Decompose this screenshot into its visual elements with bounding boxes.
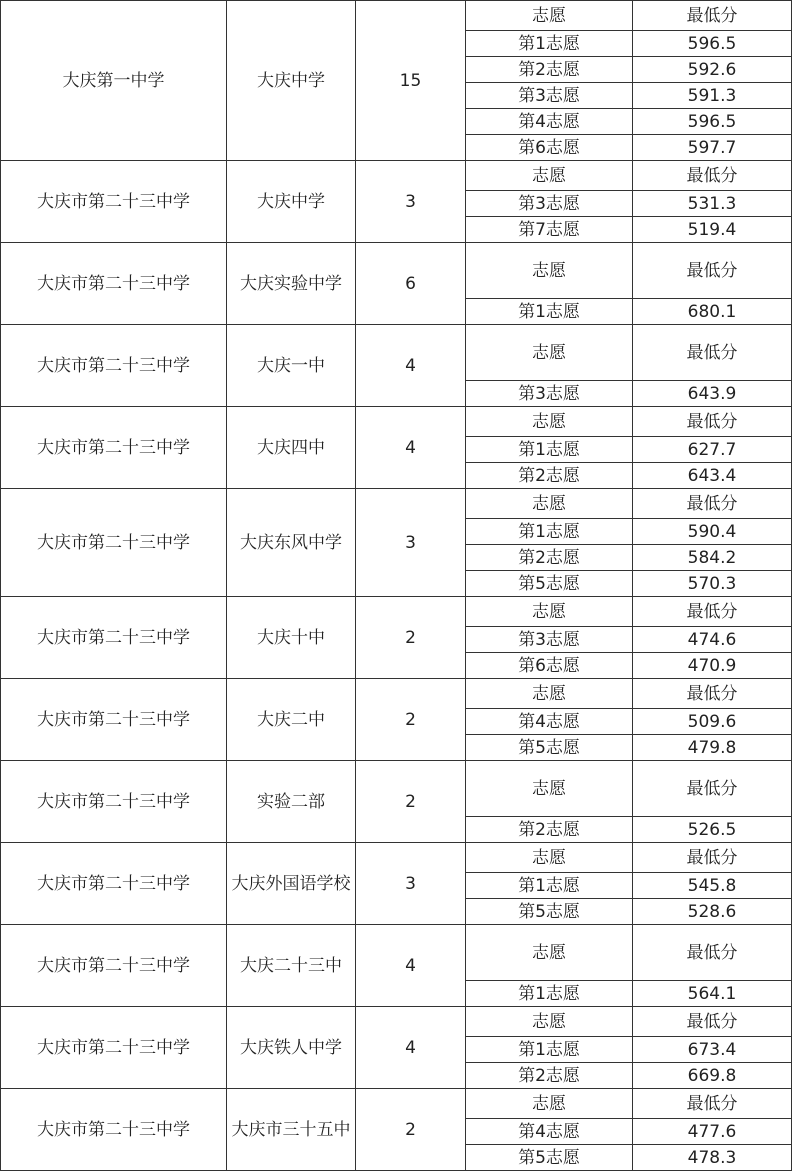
admitted-count-cell: 4 xyxy=(356,407,466,489)
min-score-header-cell: 最低分 xyxy=(633,843,792,873)
choice-header-cell: 志愿 xyxy=(466,1,633,31)
min-score-cell: 478.3 xyxy=(633,1145,792,1171)
table-row-group-start xyxy=(1,761,792,817)
min-score-cell: 643.4 xyxy=(633,463,792,489)
source-school-cell: 大庆市第二十三中学 xyxy=(1,679,227,761)
min-score-cell: 509.6 xyxy=(633,709,792,735)
admitted-count-cell: 3 xyxy=(356,489,466,597)
choice-header-cell: 志愿 xyxy=(466,161,633,191)
choice-cell: 第1志愿 xyxy=(466,981,633,1007)
source-school-cell: 大庆市第二十三中学 xyxy=(1,407,227,489)
choice-header-cell: 志愿 xyxy=(466,925,633,981)
min-score-header-cell: 最低分 xyxy=(633,243,792,299)
choice-cell: 第3志愿 xyxy=(466,191,633,217)
min-score-header-cell: 最低分 xyxy=(633,597,792,627)
admitted-count-cell: 2 xyxy=(356,679,466,761)
admitted-count-cell: 3 xyxy=(356,843,466,925)
min-score-header-cell: 最低分 xyxy=(633,761,792,817)
target-school-cell: 大庆二中 xyxy=(227,679,356,761)
choice-cell: 第5志愿 xyxy=(466,571,633,597)
min-score-cell: 673.4 xyxy=(633,1037,792,1063)
choice-cell: 第1志愿 xyxy=(466,31,633,57)
source-school-cell: 大庆市第二十三中学 xyxy=(1,1089,227,1171)
choice-cell: 第2志愿 xyxy=(466,817,633,843)
min-score-cell: 470.9 xyxy=(633,653,792,679)
table-row-group-start xyxy=(1,1089,792,1119)
min-score-header-cell: 最低分 xyxy=(633,1089,792,1119)
target-school-cell: 大庆中学 xyxy=(227,161,356,243)
min-score-cell: 596.5 xyxy=(633,31,792,57)
min-score-cell: 531.3 xyxy=(633,191,792,217)
choice-header-cell: 志愿 xyxy=(466,489,633,519)
choice-header-cell: 志愿 xyxy=(466,325,633,381)
choice-header-cell: 志愿 xyxy=(466,1007,633,1037)
choice-cell: 第1志愿 xyxy=(466,519,633,545)
min-score-cell: 479.8 xyxy=(633,735,792,761)
min-score-cell: 526.5 xyxy=(633,817,792,843)
min-score-header-cell: 最低分 xyxy=(633,489,792,519)
min-score-cell: 643.9 xyxy=(633,381,792,407)
admitted-count-cell: 3 xyxy=(356,161,466,243)
choice-cell: 第2志愿 xyxy=(466,1063,633,1089)
min-score-cell: 592.6 xyxy=(633,57,792,83)
choice-header-cell: 志愿 xyxy=(466,679,633,709)
target-school-cell: 大庆二十三中 xyxy=(227,925,356,1007)
choice-cell: 第3志愿 xyxy=(466,83,633,109)
min-score-cell: 591.3 xyxy=(633,83,792,109)
table-row-group-start xyxy=(1,597,792,627)
table-row-group-start xyxy=(1,1007,792,1037)
target-school-cell: 大庆四中 xyxy=(227,407,356,489)
choice-header-cell: 志愿 xyxy=(466,1089,633,1119)
admitted-count-cell: 2 xyxy=(356,597,466,679)
choice-cell: 第2志愿 xyxy=(466,463,633,489)
min-score-header-cell: 最低分 xyxy=(633,679,792,709)
choice-cell: 第1志愿 xyxy=(466,437,633,463)
min-score-header-cell: 最低分 xyxy=(633,1,792,31)
target-school-cell: 大庆一中 xyxy=(227,325,356,407)
choice-cell: 第3志愿 xyxy=(466,381,633,407)
admitted-count-cell: 6 xyxy=(356,243,466,325)
admitted-count-cell: 4 xyxy=(356,325,466,407)
choice-header-cell: 志愿 xyxy=(466,843,633,873)
min-score-cell: 680.1 xyxy=(633,299,792,325)
table-row-group-start xyxy=(1,679,792,709)
target-school-cell: 大庆市三十五中 xyxy=(227,1089,356,1171)
target-school-cell: 大庆东风中学 xyxy=(227,489,356,597)
min-score-cell: 564.1 xyxy=(633,981,792,1007)
min-score-header-cell: 最低分 xyxy=(633,407,792,437)
table-row-group-start xyxy=(1,489,792,519)
choice-cell: 第2志愿 xyxy=(466,57,633,83)
admitted-count-cell: 4 xyxy=(356,1007,466,1089)
choice-cell: 第4志愿 xyxy=(466,709,633,735)
choice-cell: 第5志愿 xyxy=(466,735,633,761)
min-score-cell: 627.7 xyxy=(633,437,792,463)
admitted-count-cell: 15 xyxy=(356,1,466,161)
min-score-cell: 590.4 xyxy=(633,519,792,545)
min-score-cell: 477.6 xyxy=(633,1119,792,1145)
table-row-group-start xyxy=(1,325,792,381)
min-score-header-cell: 最低分 xyxy=(633,161,792,191)
choice-cell: 第1志愿 xyxy=(466,1037,633,1063)
table-row-group-start xyxy=(1,243,792,299)
min-score-header-cell: 最低分 xyxy=(633,925,792,981)
min-score-cell: 519.4 xyxy=(633,217,792,243)
target-school-cell: 大庆实验中学 xyxy=(227,243,356,325)
target-school-cell: 大庆铁人中学 xyxy=(227,1007,356,1089)
table-row-group-start xyxy=(1,1,792,31)
table-row-group-start xyxy=(1,407,792,437)
table-row-group-start xyxy=(1,843,792,873)
source-school-cell: 大庆市第二十三中学 xyxy=(1,925,227,1007)
source-school-cell: 大庆市第二十三中学 xyxy=(1,161,227,243)
choice-cell: 第4志愿 xyxy=(466,1119,633,1145)
admitted-count-cell: 2 xyxy=(356,761,466,843)
choice-cell: 第5志愿 xyxy=(466,899,633,925)
min-score-cell: 474.6 xyxy=(633,627,792,653)
source-school-cell: 大庆市第二十三中学 xyxy=(1,761,227,843)
choice-cell: 第4志愿 xyxy=(466,109,633,135)
choice-header-cell: 志愿 xyxy=(466,243,633,299)
min-score-cell: 597.7 xyxy=(633,135,792,161)
choice-header-cell: 志愿 xyxy=(466,407,633,437)
choice-cell: 第3志愿 xyxy=(466,627,633,653)
source-school-cell: 大庆第一中学 xyxy=(1,1,227,161)
source-school-cell: 大庆市第二十三中学 xyxy=(1,843,227,925)
min-score-cell: 570.3 xyxy=(633,571,792,597)
min-score-header-cell: 最低分 xyxy=(633,325,792,381)
source-school-cell: 大庆市第二十三中学 xyxy=(1,489,227,597)
target-school-cell: 大庆中学 xyxy=(227,1,356,161)
choice-cell: 第5志愿 xyxy=(466,1145,633,1171)
choice-cell: 第6志愿 xyxy=(466,135,633,161)
admitted-count-cell: 2 xyxy=(356,1089,466,1171)
min-score-header-cell: 最低分 xyxy=(633,1007,792,1037)
table-row-group-start xyxy=(1,925,792,981)
target-school-cell: 大庆十中 xyxy=(227,597,356,679)
min-score-cell: 545.8 xyxy=(633,873,792,899)
choice-header-cell: 志愿 xyxy=(466,597,633,627)
choice-cell: 第1志愿 xyxy=(466,299,633,325)
source-school-cell: 大庆市第二十三中学 xyxy=(1,597,227,679)
source-school-cell: 大庆市第二十三中学 xyxy=(1,325,227,407)
min-score-cell: 669.8 xyxy=(633,1063,792,1089)
choice-cell: 第2志愿 xyxy=(466,545,633,571)
admission-table-body xyxy=(1,1,792,1171)
target-school-cell: 实验二部 xyxy=(227,761,356,843)
source-school-cell: 大庆市第二十三中学 xyxy=(1,243,227,325)
target-school-cell: 大庆外国语学校 xyxy=(227,843,356,925)
source-school-cell: 大庆市第二十三中学 xyxy=(1,1007,227,1089)
choice-cell: 第7志愿 xyxy=(466,217,633,243)
min-score-cell: 596.5 xyxy=(633,109,792,135)
min-score-cell: 528.6 xyxy=(633,899,792,925)
choice-cell: 第1志愿 xyxy=(466,873,633,899)
choice-cell: 第6志愿 xyxy=(466,653,633,679)
min-score-cell: 584.2 xyxy=(633,545,792,571)
choice-header-cell: 志愿 xyxy=(466,761,633,817)
admitted-count-cell: 4 xyxy=(356,925,466,1007)
table-row-group-start xyxy=(1,161,792,191)
